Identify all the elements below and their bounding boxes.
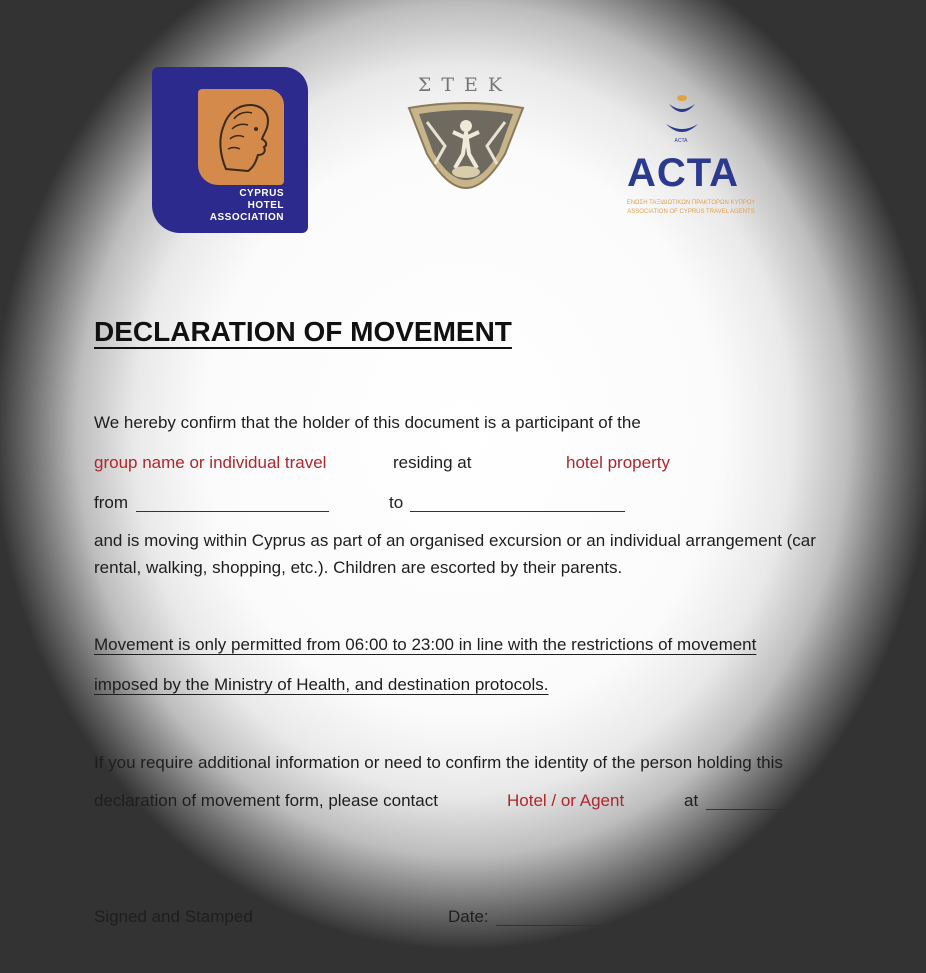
hotel-property-placeholder: hotel property [566, 453, 670, 472]
stek-shield-icon [405, 102, 527, 190]
cha-logo-line2: HOTEL [247, 200, 284, 211]
acta-emblem-icon [662, 90, 702, 138]
date-label: Date: [448, 907, 489, 926]
stek-logo [400, 74, 530, 189]
acta-tagline-greek: ΕΝΩΣΗ ΤΑΞΙΔΙΩΤΙΚΩΝ ΠΡΑΚΤΟΡΩΝ ΚΥΠΡΟΥ [626, 200, 756, 206]
signed-stamped-label: Signed and Stamped [94, 907, 253, 926]
from-label: from [94, 493, 128, 512]
contact-line-1: If you require additional information or need to confirm the identity of the person holding this [94, 753, 783, 772]
acta-tagline-english: ASSOCIATION OF CYPRUS TRAVEL AGENTS [627, 209, 755, 215]
body-line-2: rental, walking, shopping, etc.). Children are escorted by their parents. [94, 558, 623, 577]
stek-logo-letters: ΣΤΕΚ [417, 74, 513, 96]
acta-small-label: ACTA [674, 138, 688, 144]
notice-line-2: imposed by the Ministry of Health, and destination protocols. [94, 675, 549, 694]
document-title: DECLARATION OF MOVEMENT [94, 316, 512, 347]
profile-head-icon [198, 89, 284, 185]
notice-line-1: Movement is only permitted from 06:00 to 23:00 in line with the restrictions of movement [94, 635, 757, 654]
greek-head-emblem [198, 89, 284, 185]
hotel-or-agent-placeholder: Hotel / or Agent [507, 791, 625, 810]
contact-line-2: declaration of movement form, please contact [94, 791, 438, 810]
cha-logo-line3: ASSOCIATION [209, 212, 284, 223]
date-blank [496, 925, 686, 926]
cyprus-hotel-association-logo [152, 67, 308, 233]
cha-logo-line1: CYPRUS [239, 188, 284, 199]
residing-at-label: residing at [393, 453, 472, 472]
to-label: to [389, 493, 404, 512]
group-name-placeholder: group name or individual travel [94, 453, 327, 472]
body-line-1: and is moving within Cyprus as part of an organised excursion or an individual arrangement (car [94, 531, 816, 550]
acta-logo [606, 90, 776, 222]
contact-blank [706, 809, 862, 810]
to-date-blank [410, 511, 625, 512]
from-date-blank [136, 511, 329, 512]
acta-wordmark: ACTA [626, 151, 740, 195]
at-label: at [684, 791, 699, 810]
intro-text: We hereby confirm that the holder of this document is a participant of the [94, 413, 641, 432]
